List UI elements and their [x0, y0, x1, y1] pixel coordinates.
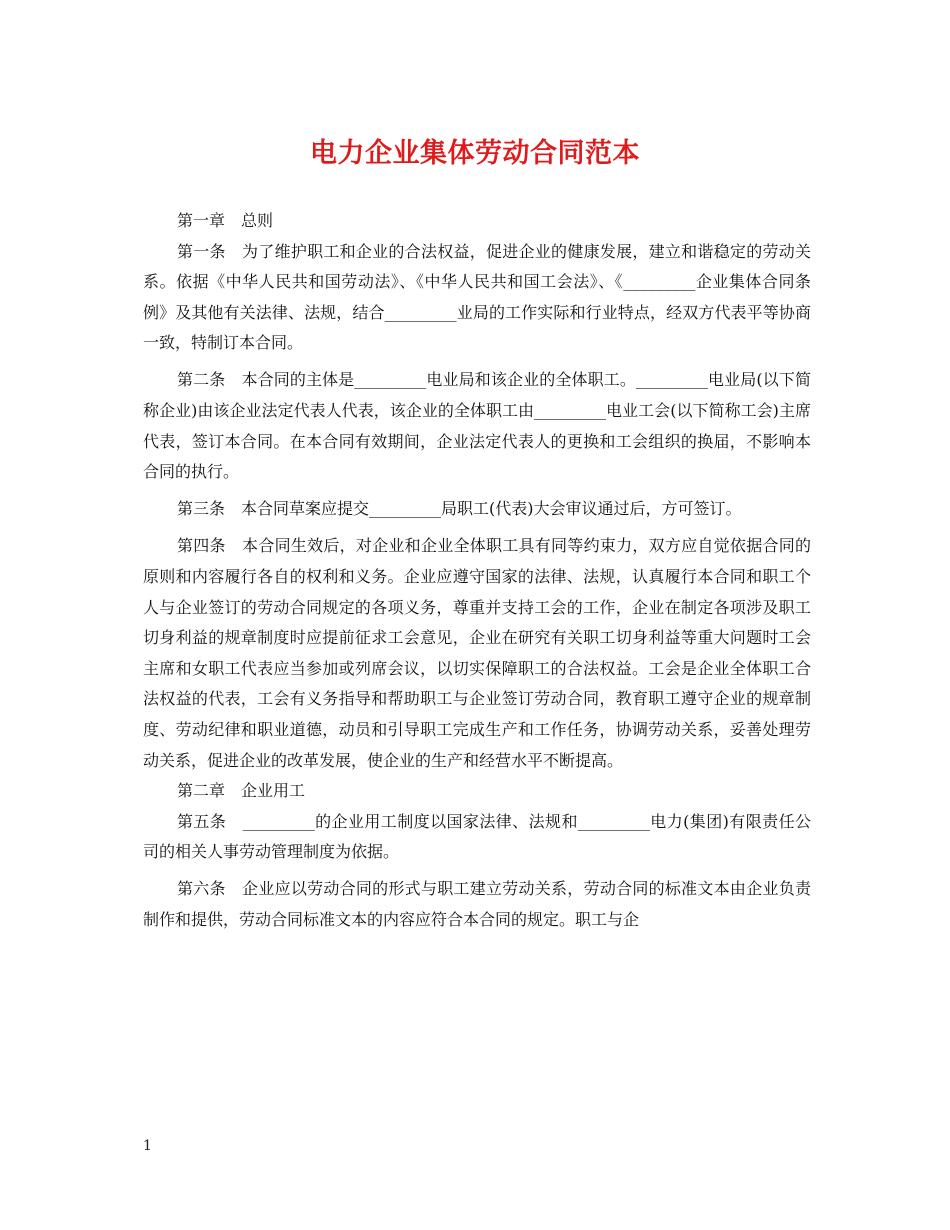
article-4: 第四条 本合同生效后，对企业和企业全体职工具有同等约束力，双方应自觉依据合同的原则和内容履行各自的权利和义务。企业应遵守国家的法律、法规，认真履行本合同和职工个人与企业签订的劳动合同规定的各项义务，尊重并支持工会的工作，企业在制定各项涉及职工切身利益的规章制度时应提前征求工会意见，企业在研究有关职工切身利益等重大问题时工会主席和女职工代表应当参加或列席会议，以切实保障职工的合法权益。工会是企业全体职工合法权益的代表，工会有义务指导和帮助职工与企业签订劳动合同，教育职工遵守企业的规章制度、劳动纪律和职业道德，动员和引导职工完成生产和工作任务，协调劳动关系，妥善处理劳动关系，促进企业的改革发展，使企业的生产和经营水平不断提高。 [143, 536, 811, 770]
document-body [143, 206, 811, 936]
article-5: 第五条 _________的企业用工制度以国家法律、法规和_________电力(集团)有限责任公司的相关人事劳动管理制度为依据。 [143, 811, 811, 862]
article-1: 第一条 为了维护职工和企业的合法权益，促进企业的健康发展，建立和谐稳定的劳动关系。依据《中华人民共和国劳动法》、《中华人民共和国工会法》、《_________企业集体合同条例》及其他有关法律、法规，结合_________业局的工作实际和行业特点，经双方代表平等协商一致，特制订本合同。 [143, 241, 811, 353]
article-3: 第三条 本合同草案应提交_________局职工(代表)大会审议通过后，方可签订。 [177, 499, 742, 519]
chapter-heading-2: 第二章 企业用工 [177, 781, 306, 801]
document-title: 电力企业集体劳动合同范本 [310, 138, 640, 169]
chapter-heading-1: 第一章 总则 [177, 211, 274, 230]
page-number: 1 [143, 1138, 152, 1154]
article-6: 第六条 企业应以劳动合同的形式与职工建立劳动关系，劳动合同的标准文本由企业负责制作和提供，劳动合同标准文本的内容应符合本合同的规定。职工与企 [143, 879, 811, 930]
article-2: 第二条 本合同的主体是_________电业局和该企业的全体职工。_________电业局(以下简称企业)由该企业法定代表人代表，该企业的全体职工由_________电业工会(以下简称工会)主席代表，签订本合同。在本合同有效期间，企业法定代表人的更换和工会组织的换届，不影响本合同的执行。 [143, 370, 811, 482]
